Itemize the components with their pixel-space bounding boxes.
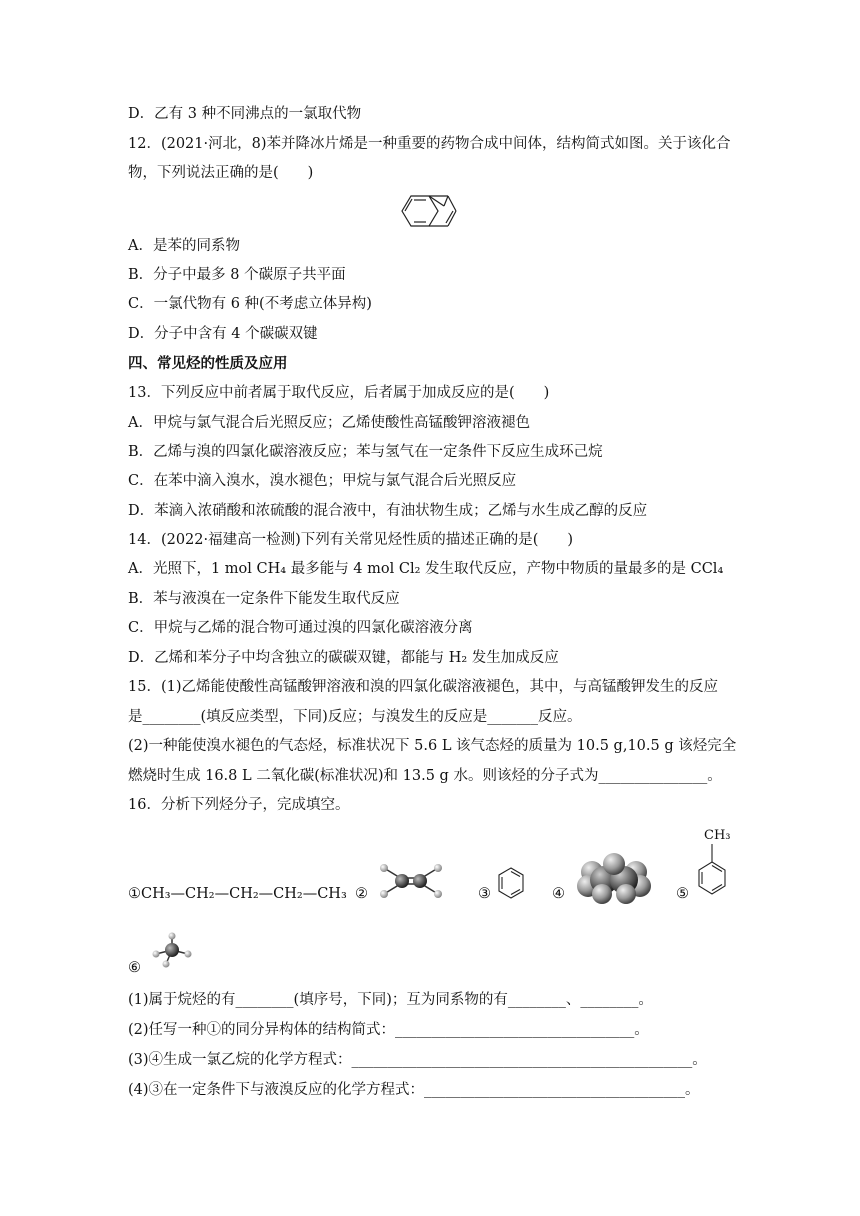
question-15-part1: 15．(1)乙烯能使酸性高锰酸钾溶液和溴的四氯化碳溶液褪色，其中，与高锰酸钾发生的反应 [128, 679, 718, 695]
molecule-3-label: ③ [478, 886, 491, 902]
ethane-space-filling-model [574, 852, 654, 904]
option-a-q13: A．甲烷与氯气混合后光照反应；乙烯使酸性高锰酸钾溶液褪色 [128, 415, 530, 431]
option-c-q12: C．一氯代物有 6 种(不考虑立体异构) [128, 296, 372, 312]
option-a-q12: A．是苯的同系物 [128, 238, 240, 254]
molecule-4-label: ④ [552, 886, 565, 902]
option-d-q14: D．乙烯和苯分子中均含独立的碳碳双键，都能与 H₂ 发生加成反应 [128, 650, 559, 666]
question-12-stem: 12．(2021·河北，8)苯并降冰片烯是一种重要的药物合成中间体，结构简式如图。关于该化合 [128, 136, 731, 152]
molecule-2-label: ② [355, 886, 368, 902]
ethylene-ball-stick-model [374, 860, 448, 904]
question-16-part4: (4)③在一定条件下与液溴反应的化学方程式：____________________________________。 [128, 1082, 700, 1098]
molecule-6-label: ⑥ [128, 960, 141, 976]
question-16-stem: 16．分析下列烃分子，完成填空。 [128, 797, 350, 813]
question-15-part2-cont: 燃烧时生成 16.8 L 二氧化碳(标准状况)和 13.5 g 水。则该烃的分子式为_______________。 [128, 768, 722, 784]
question-15-part2: (2)一种能使溴水褪色的气态烃，标准状况下 5.6 L 该气态烃的质量为 10.5 g,10.5 g 该烃完全 [128, 738, 737, 754]
option-d-q11: D．乙有 3 种不同沸点的一氯取代物 [128, 106, 362, 122]
benzene-structure [496, 866, 526, 900]
option-c-q13: C．在苯中滴入溴水，溴水褪色；甲烷与氯气混合后光照反应 [128, 473, 517, 489]
option-a-q14: A．光照下，1 mol CH₄ 最多能与 4 mol Cl₂ 发生取代反应，产物中物质的量最多的是 CCl₄ [128, 561, 724, 577]
methyl-group-label: CH₃ [704, 828, 731, 843]
option-c-q14: C．甲烷与乙烯的混合物可通过溴的四氯化碳溶液分离 [128, 620, 473, 636]
question-14-stem: 14．(2022·福建高一检测)下列有关常见烃性质的描述正确的是( ) [128, 532, 574, 548]
section-heading: 四、常见烃的性质及应用 [128, 356, 288, 372]
question-12-stem-cont: 物，下列说法正确的是( ) [128, 165, 314, 181]
benzonorbornadiene-structure [398, 190, 462, 232]
option-b-q12: B．分子中最多 8 个碳原子共平面 [128, 267, 346, 283]
molecule-1-formula: ①CH₃—CH₂—CH₂—CH₂—CH₃ [128, 886, 347, 902]
question-16-part1: (1)属于烷烃的有________(填序号，下同)；互为同系物的有________、________。 [128, 992, 653, 1008]
question-16-part3: (3)④生成一氯乙烷的化学方程式：_______________________________________________。 [128, 1052, 707, 1068]
option-d-q13: D．苯滴入浓硝酸和浓硫酸的混合液中，有油状物生成；乙烯与水生成乙醇的反应 [128, 503, 648, 519]
toluene-structure [696, 842, 728, 902]
question-15-part1-cont: 是________(填反应类型，下同)反应；与溴发生的反应是_______反应。 [128, 709, 582, 725]
option-d-q12: D．分子中含有 4 个碳碳双键 [128, 326, 318, 342]
question-16-part2: (2)任写一种①的同分异构体的结构简式：_________________________________。 [128, 1022, 649, 1038]
molecule-5-label: ⑤ [676, 886, 689, 902]
question-13-stem: 13．下列反应中前者属于取代反应，后者属于加成反应的是( ) [128, 385, 550, 401]
option-b-q13: B．乙烯与溴的四氯化碳溶液反应；苯与氢气在一定条件下反应生成环己烷 [128, 444, 603, 460]
option-b-q14: B．苯与液溴在一定条件下能发生取代反应 [128, 591, 400, 607]
methane-ball-stick-model [146, 930, 196, 970]
